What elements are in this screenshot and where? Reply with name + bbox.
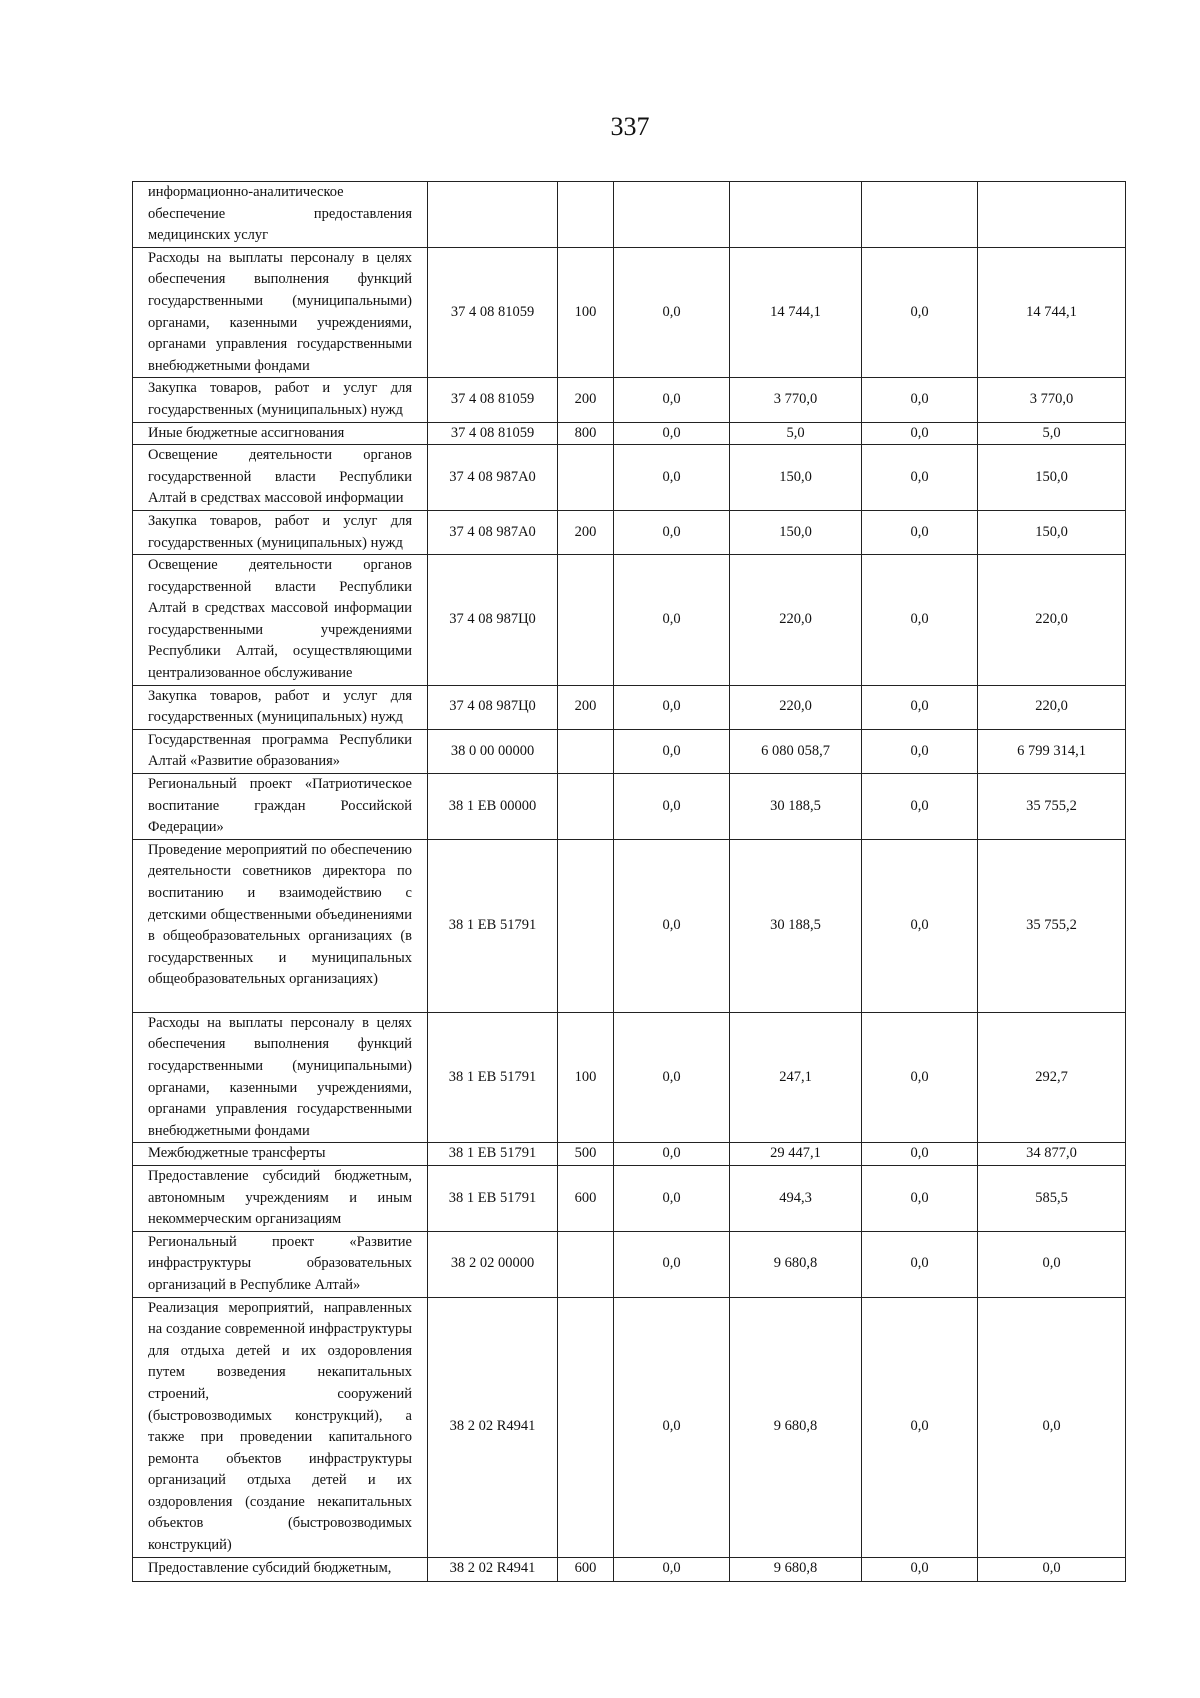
row-value-4: 0,0 xyxy=(978,1231,1126,1297)
row-name: Расходы на выплаты персоналу в целях обеспечения выполнения функций государственными (муниципальными) органами, казенными учреждениями, органами управления государственными внебюджетными фондами xyxy=(133,247,428,378)
row-value-1: 0,0 xyxy=(614,774,730,840)
row-value-2: 9 680,8 xyxy=(730,1557,862,1581)
row-value-4: 3 770,0 xyxy=(978,378,1126,422)
row-value-1: 0,0 xyxy=(614,1165,730,1231)
row-value-4: 6 799 314,1 xyxy=(978,729,1126,773)
row-value-1: 0,0 xyxy=(614,1231,730,1297)
row-value-3: 0,0 xyxy=(862,1012,978,1143)
row-value-4: 35 755,2 xyxy=(978,774,1126,840)
row-value-2: 247,1 xyxy=(730,1012,862,1143)
row-value-1: 0,0 xyxy=(614,422,730,445)
table-row xyxy=(133,182,1126,248)
row-value-3: 0,0 xyxy=(862,1165,978,1231)
row-type xyxy=(558,1297,614,1557)
row-value-3: 0,0 xyxy=(862,1297,978,1557)
row-value-3: 0,0 xyxy=(862,1557,978,1581)
row-code: 38 1 ЕВ 51791 xyxy=(428,1143,558,1166)
row-type: 800 xyxy=(558,422,614,445)
row-type xyxy=(558,555,614,686)
table-row xyxy=(133,839,1126,1012)
row-value-1: 0,0 xyxy=(614,1143,730,1166)
table-row xyxy=(133,1143,1126,1166)
row-value-2 xyxy=(730,182,862,248)
row-name: Предоставление субсидий бюджетным, автономным учреждениям и иным некоммерческим организациям xyxy=(133,1165,428,1231)
row-type: 200 xyxy=(558,685,614,729)
row-code xyxy=(428,182,558,248)
row-value-3: 0,0 xyxy=(862,1231,978,1297)
row-value-4: 0,0 xyxy=(978,1297,1126,1557)
table-row xyxy=(133,1297,1126,1557)
row-name: Государственная программа Республики Алтай «Развитие образования» xyxy=(133,729,428,773)
row-value-1: 0,0 xyxy=(614,555,730,686)
row-type xyxy=(558,774,614,840)
row-value-3: 0,0 xyxy=(862,1143,978,1166)
row-value-1: 0,0 xyxy=(614,1012,730,1143)
table-row xyxy=(133,1012,1126,1143)
row-value-1: 0,0 xyxy=(614,839,730,1012)
row-value-2: 220,0 xyxy=(730,685,862,729)
row-type: 200 xyxy=(558,378,614,422)
row-type: 500 xyxy=(558,1143,614,1166)
table-row xyxy=(133,445,1126,511)
row-code: 38 2 02 00000 xyxy=(428,1231,558,1297)
row-value-1: 0,0 xyxy=(614,510,730,554)
row-value-4: 585,5 xyxy=(978,1165,1126,1231)
row-value-2: 30 188,5 xyxy=(730,774,862,840)
row-value-1: 0,0 xyxy=(614,378,730,422)
row-code: 37 4 08 987Ц0 xyxy=(428,555,558,686)
row-type: 100 xyxy=(558,247,614,378)
budget-table xyxy=(132,181,1126,1582)
row-code: 38 1 ЕВ 51791 xyxy=(428,1012,558,1143)
row-value-3: 0,0 xyxy=(862,247,978,378)
row-value-4 xyxy=(978,182,1126,248)
row-value-1: 0,0 xyxy=(614,729,730,773)
row-type: 600 xyxy=(558,1557,614,1581)
row-name: Расходы на выплаты персоналу в целях обеспечения выполнения функций государственными (муниципальными) органами, казенными учреждениями, органами управления государственными внебюджетными фондами xyxy=(133,1012,428,1143)
row-value-2: 5,0 xyxy=(730,422,862,445)
row-name: информационно-аналитическое обеспечение предоставления медицинских услуг xyxy=(133,182,428,248)
row-type xyxy=(558,445,614,511)
page-number: 337 xyxy=(610,112,650,141)
row-code: 38 1 ЕВ 00000 xyxy=(428,774,558,840)
row-value-4: 220,0 xyxy=(978,685,1126,729)
row-code: 38 2 02 R4941 xyxy=(428,1557,558,1581)
row-value-3: 0,0 xyxy=(862,422,978,445)
table-row xyxy=(133,1231,1126,1297)
row-name: Закупка товаров, работ и услуг для государственных (муниципальных) нужд xyxy=(133,685,428,729)
row-type: 600 xyxy=(558,1165,614,1231)
row-value-3: 0,0 xyxy=(862,839,978,1012)
table-row xyxy=(133,729,1126,773)
row-value-2: 3 770,0 xyxy=(730,378,862,422)
table-row xyxy=(133,1165,1126,1231)
row-type xyxy=(558,1231,614,1297)
row-value-4: 292,7 xyxy=(978,1012,1126,1143)
table-row xyxy=(133,1557,1126,1581)
row-name: Закупка товаров, работ и услуг для государственных (муниципальных) нужд xyxy=(133,510,428,554)
table-row xyxy=(133,774,1126,840)
row-code: 38 1 ЕВ 51791 xyxy=(428,839,558,1012)
row-value-4: 14 744,1 xyxy=(978,247,1126,378)
row-value-3 xyxy=(862,182,978,248)
row-name: Освещение деятельности органов государственной власти Республики Алтай в средствах массовой информации государственными учреждениями Республики Алтай, осуществляющими централизованное обслуживание xyxy=(133,555,428,686)
row-type xyxy=(558,182,614,248)
row-type: 200 xyxy=(558,510,614,554)
row-value-3: 0,0 xyxy=(862,510,978,554)
row-value-3: 0,0 xyxy=(862,685,978,729)
row-code: 37 4 08 81059 xyxy=(428,422,558,445)
row-code: 37 4 08 987А0 xyxy=(428,510,558,554)
row-value-4: 150,0 xyxy=(978,445,1126,511)
row-value-2: 220,0 xyxy=(730,555,862,686)
row-name: Проведение мероприятий по обеспечению деятельности советников директора по воспитанию и взаимодействию с детскими общественными объединениями в общеобразовательных организациях (в государственных и муниципальных общеобразовательных организациях) xyxy=(133,839,428,1012)
row-value-3: 0,0 xyxy=(862,378,978,422)
row-name: Реализация мероприятий, направленных на создание современной инфраструктуры для отдыха детей и их оздоровления путем возведения некапитальных строений, сооружений (быстровозводимых конструкций), а также при проведении капитального ремонта объектов инфраструктуры организаций отдыха детей и их оздоровления (создание некапитальных объектов (быстровозводимых конструкций) xyxy=(133,1297,428,1557)
row-code: 37 4 08 81059 xyxy=(428,247,558,378)
row-value-1 xyxy=(614,182,730,248)
row-value-2: 494,3 xyxy=(730,1165,862,1231)
row-value-1: 0,0 xyxy=(614,1297,730,1557)
row-value-1: 0,0 xyxy=(614,247,730,378)
row-value-2: 14 744,1 xyxy=(730,247,862,378)
row-code: 37 4 08 81059 xyxy=(428,378,558,422)
table-row xyxy=(133,555,1126,686)
row-type xyxy=(558,729,614,773)
row-name: Предоставление субсидий бюджетным, xyxy=(133,1557,428,1581)
row-value-2: 9 680,8 xyxy=(730,1231,862,1297)
row-name: Освещение деятельности органов государственной власти Республики Алтай в средствах массовой информации xyxy=(133,445,428,511)
row-name: Межбюджетные трансферты xyxy=(133,1143,428,1166)
row-value-3: 0,0 xyxy=(862,445,978,511)
row-code: 38 0 00 00000 xyxy=(428,729,558,773)
row-code: 38 1 ЕВ 51791 xyxy=(428,1165,558,1231)
row-value-4: 34 877,0 xyxy=(978,1143,1126,1166)
table-row xyxy=(133,685,1126,729)
row-value-2: 150,0 xyxy=(730,510,862,554)
row-value-3: 0,0 xyxy=(862,555,978,686)
row-value-2: 150,0 xyxy=(730,445,862,511)
row-value-1: 0,0 xyxy=(614,685,730,729)
row-name: Закупка товаров, работ и услуг для государственных (муниципальных) нужд xyxy=(133,378,428,422)
row-value-2: 30 188,5 xyxy=(730,839,862,1012)
row-type xyxy=(558,839,614,1012)
row-code: 38 2 02 R4941 xyxy=(428,1297,558,1557)
row-code: 37 4 08 987А0 xyxy=(428,445,558,511)
row-value-4: 0,0 xyxy=(978,1557,1126,1581)
row-name: Иные бюджетные ассигнования xyxy=(133,422,428,445)
table-row xyxy=(133,510,1126,554)
row-code: 37 4 08 987Ц0 xyxy=(428,685,558,729)
row-value-2: 9 680,8 xyxy=(730,1297,862,1557)
row-value-3: 0,0 xyxy=(862,729,978,773)
row-type: 100 xyxy=(558,1012,614,1143)
table-row xyxy=(133,247,1126,378)
row-value-4: 5,0 xyxy=(978,422,1126,445)
row-value-3: 0,0 xyxy=(862,774,978,840)
row-value-1: 0,0 xyxy=(614,1557,730,1581)
row-value-2: 29 447,1 xyxy=(730,1143,862,1166)
row-value-4: 150,0 xyxy=(978,510,1126,554)
table-row xyxy=(133,422,1126,445)
table-row xyxy=(133,378,1126,422)
row-name: Региональный проект «Патриотическое воспитание граждан Российской Федерации» xyxy=(133,774,428,840)
row-value-4: 220,0 xyxy=(978,555,1126,686)
row-value-4: 35 755,2 xyxy=(978,839,1126,1012)
row-value-1: 0,0 xyxy=(614,445,730,511)
row-value-2: 6 080 058,7 xyxy=(730,729,862,773)
row-name: Региональный проект «Развитие инфраструктуры образовательных организаций в Республике Алтай» xyxy=(133,1231,428,1297)
